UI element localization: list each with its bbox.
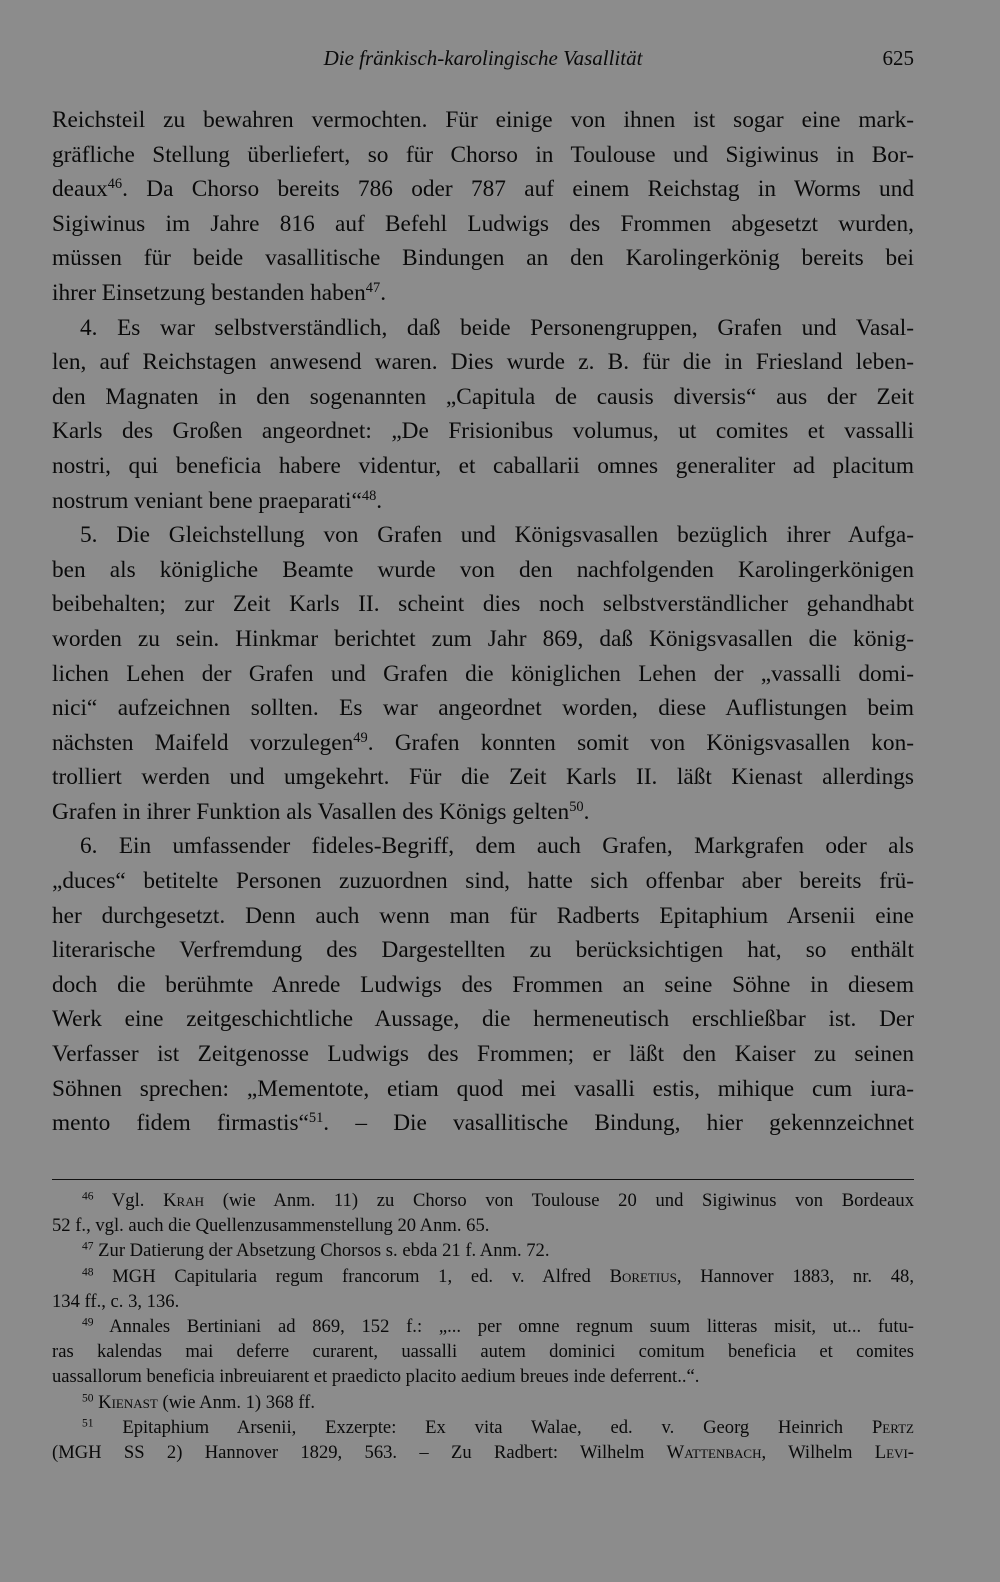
text-line xyxy=(52,1106,914,1141)
text-line xyxy=(52,207,914,242)
text-line xyxy=(52,829,914,864)
footnote-text: (MGH SS 2) Hannover 1829, 563. – Zu Radbert: Wilhelm xyxy=(52,1441,667,1463)
footnote-text: (wie Anm. 1) 368 ff. xyxy=(157,1391,315,1413)
footnote-line xyxy=(52,1188,914,1213)
footnote-text: ras kalendas mai deferre curarent, uassalli autem dominici comitum beneficia et comites xyxy=(52,1341,914,1363)
footnote-text: MGH Capitularia regum francorum 1, ed. v. Alfred xyxy=(93,1265,610,1287)
footnote-ref: 49 xyxy=(353,729,368,746)
footnote-number: 51 xyxy=(82,1417,94,1430)
footnote-number: 47 xyxy=(82,1241,94,1254)
footnote-ref: 47 xyxy=(365,280,381,297)
line-text: len, auf Reichstagen anwesend waren. Dies wurde z. B. für die in Friesland leben- xyxy=(52,349,914,376)
text-line xyxy=(52,587,914,622)
line-text: gräfliche Stellung überliefert, so für Chorso in Toulouse und Sigiwinus in Bor- xyxy=(52,141,914,168)
footnote-line xyxy=(52,1289,914,1314)
page-header xyxy=(52,46,914,76)
footnote-text: , Hannover 1883, nr. 48, xyxy=(676,1265,914,1287)
footnote-line xyxy=(52,1339,914,1364)
line-text: den Magnaten in den sogenannten „Capitula de causis diversis“ aus der Zeit xyxy=(52,383,914,410)
line-text: nici“ aufzeichnen sollten. Es war angeordnet worden, diese Auflistungen beim xyxy=(52,695,914,722)
text-line xyxy=(52,518,914,553)
author-name: Krah xyxy=(163,1190,204,1211)
line-text: Grafen in ihrer Funktion als Vasallen des Königs gelten xyxy=(52,798,570,825)
footnote-text: uassallorum beneficia inbreuiarent et praedicto placito aedium breues inde deferrent..“. xyxy=(52,1366,700,1388)
line-text: trolliert werden und umgekehrt. Für die Zeit Karls II. läßt Kienast allerdings xyxy=(52,764,914,791)
line-text: nostri, qui beneficia habere videntur, et caballarii omnes generaliter ad placitum xyxy=(52,452,914,479)
text-line xyxy=(52,691,914,726)
text-line xyxy=(52,864,914,899)
footnote-number: 46 xyxy=(82,1190,94,1203)
text-line xyxy=(52,138,914,173)
line-text: . Grafen konnten somit von Königsvasallen kon- xyxy=(367,729,914,756)
footnote-line xyxy=(52,1264,914,1289)
footnote-line xyxy=(52,1238,914,1263)
text-line xyxy=(52,172,914,207)
line-text: ihrer Einsetzung bestanden haben xyxy=(52,279,366,306)
text-line xyxy=(52,484,914,519)
footnote-line xyxy=(52,1440,914,1465)
text-line xyxy=(52,760,914,795)
text-line xyxy=(52,795,914,830)
author-name: Pertz xyxy=(871,1416,914,1438)
footnote-line xyxy=(52,1364,914,1389)
text-line xyxy=(52,553,914,588)
line-text: deaux xyxy=(52,176,108,203)
text-line xyxy=(52,276,914,311)
text-line xyxy=(52,968,914,1003)
text-line xyxy=(52,414,914,449)
footnote-line xyxy=(52,1213,914,1238)
line-text: ben als königliche Beamte wurde von den nachfolgenden Karolingerkönigen xyxy=(52,556,914,583)
text-line xyxy=(52,241,914,276)
footnote-text: 52 f., vgl. auch die Quellenzusammenstellung 20 Anm. 65. xyxy=(52,1215,490,1237)
footnote-text: 134 ff., c. 3, 136. xyxy=(52,1290,180,1312)
footnote-text: Epitaphium Arsenii, Exzerpte: Ex vita Walae, ed. v. Georg Heinrich xyxy=(93,1416,872,1438)
footnote-text: , Wilhelm xyxy=(761,1441,875,1463)
footnote-line xyxy=(52,1390,914,1415)
line-text: . xyxy=(380,279,387,306)
text-line xyxy=(52,1002,914,1037)
line-text: . xyxy=(376,487,383,514)
line-text: . xyxy=(583,798,590,825)
footnote-line xyxy=(52,1314,914,1339)
text-line xyxy=(52,449,914,484)
footnote-text: (wie Anm. 11) zu Chorso von Toulouse 20 und Sigiwinus von Bordeaux xyxy=(204,1190,915,1211)
text-line xyxy=(52,726,914,761)
line-text: mento fidem firmastis“ xyxy=(52,1110,309,1137)
line-text: Söhnen sprechen: „Mementote, etiam quod mei vasalli estis, mihique cum iura- xyxy=(52,1075,914,1102)
line-text: „duces“ betitelte Personen zuzuordnen sind, hatte sich offenbar aber bereits frü- xyxy=(52,868,914,895)
line-text: 5. Die Gleichstellung von Grafen und Königsvasallen bezüglich ihrer Aufga- xyxy=(80,522,914,549)
line-text: Verfasser ist Zeitgenosse Ludwigs des Frommen; er läßt den Kaiser zu seinen xyxy=(52,1041,914,1068)
text-line xyxy=(52,933,914,968)
author-name: Kienast xyxy=(98,1391,158,1413)
text-line xyxy=(52,103,914,138)
line-text: 6. Ein umfassender fideles-Begriff, dem auch Grafen, Markgrafen oder als xyxy=(80,833,914,860)
footnote-rule xyxy=(52,1179,914,1180)
footnote-text: Zur Datierung der Absetzung Chorsos s. ebda 21 f. Anm. 72. xyxy=(93,1240,550,1262)
text-line xyxy=(52,657,914,692)
line-text: Werk eine zeitgeschichtliche Aussage, die hermeneutisch erschließbar ist. Der xyxy=(52,1006,914,1033)
footnote-text: Vgl. xyxy=(93,1190,164,1211)
running-title: Die fränkisch-karolingische Vasallität xyxy=(323,46,643,70)
page-number: 625 xyxy=(882,46,914,70)
author-name: Levi- xyxy=(874,1441,914,1463)
line-text: beibehalten; zur Zeit Karls II. scheint dies noch selbstverständlicher gehandhabt xyxy=(52,591,914,618)
text-line xyxy=(52,1072,914,1107)
line-text: literarische Verfremdung des Dargestellten zu berücksichtigen hat, so enthält xyxy=(52,937,914,964)
footnote-number: 48 xyxy=(82,1266,94,1279)
main-text xyxy=(52,103,914,1141)
footnote-ref: 46 xyxy=(107,176,123,193)
line-text: Karls des Großen angeordnet: „De Frisionibus volumus, ut comites et vassalli xyxy=(52,418,914,445)
footnote-ref: 48 xyxy=(361,487,377,504)
footnote-line xyxy=(52,1415,914,1440)
text-line xyxy=(52,622,914,657)
line-text: lichen Lehen der Grafen und Grafen die königlichen Lehen der „vassalli domi- xyxy=(52,660,914,687)
line-text: Sigiwinus im Jahre 816 auf Befehl Ludwigs des Frommen abgesetzt wurden, xyxy=(52,210,914,237)
text-line xyxy=(52,345,914,380)
footnote-text: Annales Bertiniani ad 869, 152 f.: „... per omne regnum suum litteras misit, ut... futu- xyxy=(93,1315,914,1337)
text-line xyxy=(52,899,914,934)
line-text: nächsten Maifeld vorzulegen xyxy=(52,729,354,756)
footnote-ref: 50 xyxy=(569,798,584,815)
line-text: müssen für beide vasallitische Bindungen an den Karolingerkönig bereits bei xyxy=(52,245,914,272)
line-text: Reichsteil zu bewahren vermochten. Für einige von ihnen ist sogar eine mark- xyxy=(52,107,914,133)
line-text: worden zu sein. Hinkmar berichtet zum Jahr 869, daß Königsvasallen die könig- xyxy=(52,625,914,652)
line-text: . Da Chorso bereits 786 oder 787 auf einem Reichstag in Worms und xyxy=(122,176,914,203)
footnotes xyxy=(52,1188,914,1465)
author-name: Boretius xyxy=(609,1265,677,1287)
text-line xyxy=(52,311,914,346)
line-text: doch die berühmte Anrede Ludwigs des Frommen an seine Söhne in diesem xyxy=(52,971,914,998)
line-text: 4. Es war selbstverständlich, daß beide Personengruppen, Grafen und Vasal- xyxy=(80,314,914,341)
footnote-number: 49 xyxy=(82,1316,94,1329)
line-text: . – Die vasallitische Bindung, hier gekennzeichnet xyxy=(323,1110,914,1137)
line-text: nostrum veniant bene praeparati“ xyxy=(52,487,362,514)
footnote-number: 50 xyxy=(82,1392,94,1405)
text-line xyxy=(52,380,914,415)
line-text: her durchgesetzt. Denn auch wenn man für Radberts Epitaphium Arsenii eine xyxy=(52,902,914,929)
footnote-ref: 51 xyxy=(308,1110,324,1127)
text-line xyxy=(52,1037,914,1072)
author-name: Wattenbach xyxy=(666,1441,762,1463)
